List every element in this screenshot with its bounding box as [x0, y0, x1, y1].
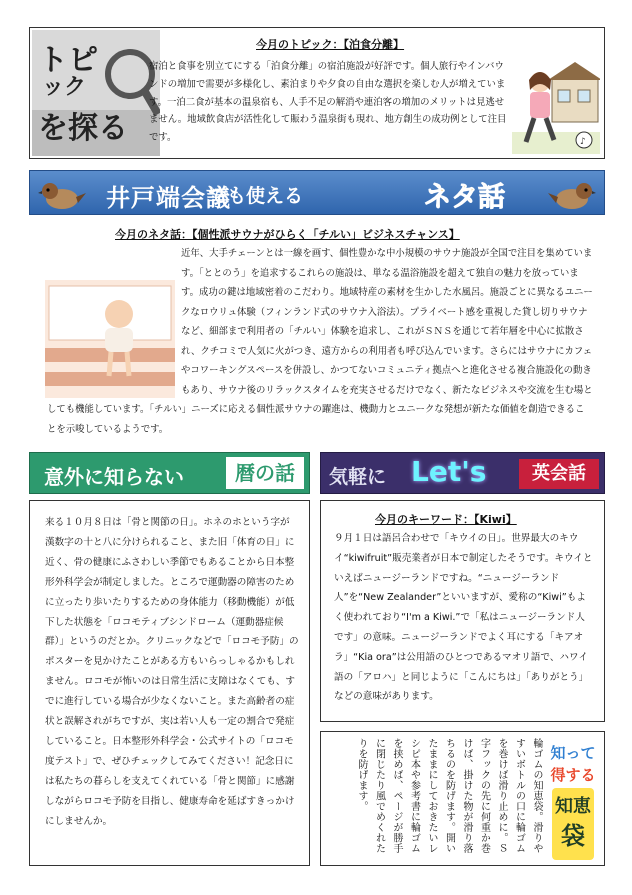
svg-text:知って: 知って	[550, 744, 596, 762]
neta-banner-main: 井戸端会議	[106, 184, 231, 212]
chie-logo-image	[548, 736, 598, 864]
neta-section	[29, 222, 605, 444]
neta-banner-accent: ネタ話	[424, 182, 505, 213]
english-section	[320, 500, 605, 722]
topic-logo-image	[32, 30, 160, 156]
woman-walking-illustration	[512, 58, 600, 154]
svg-text:袋: 袋	[561, 822, 585, 850]
koyomi-section	[29, 500, 310, 866]
english-banner	[320, 452, 605, 494]
koyomi-banner-accent: 暦の話	[226, 457, 304, 489]
chie-section	[320, 731, 605, 866]
neta-banner	[29, 170, 605, 215]
sauna-illustration	[45, 280, 175, 398]
svg-text:♪: ♪	[580, 137, 586, 147]
svg-text:ック: ック	[42, 75, 87, 100]
english-body: ９月１日は語呂合わせで「キウイの日」。世界最大のキウイ“kiwifruit”販売業者が日本で制定したそうです。キウイといえばニュージーランドですね。“ニュージーランド人”を“New Zealander”といいますが、愛称の“Kiwi”もよく使われており“I'm a Kiwi.”で「私はニュージーランド人です」の意味。ニュージーランドでよく耳にする「キアオラ」“Kia ora”は公用語のひとつであるマオリ語で、ハワイ語の「アロハ」と同じように「こんにちは」「ありがとう」などの意味があります。	[334, 533, 593, 703]
sparrow-icon	[38, 175, 86, 213]
neta-banner-sub: でも使える	[208, 185, 304, 207]
english-banner-main: 気軽に	[329, 466, 387, 488]
svg-text:トピ: トピ	[38, 43, 98, 78]
koyomi-banner-main: 意外に知らない	[44, 465, 184, 489]
svg-text:得する: 得する	[550, 766, 596, 784]
sparrow-icon	[548, 175, 596, 213]
koyomi-body: 来る１０月８日は「骨と関節の日」。ホネのホという字が漢数字の十と八に分けられること、また旧「体育の日」に近く、骨の健康にふさわしい季節でもあることから日本整形外科学会が制定しました。ところで運動器の障害のために立ったり歩いたりするための身体能力（移動機能）が低下した状態を「ロコモティブシンドローム（運動器症候群）」というのだとか。クリニックなどで「ロコモ予防」のポスターを見かけたことがある方もいらっしゃるかもしれません。ロコモが怖いのは日常生活に支障はなくても、すでに進行している場合が少なくないこと。また高齢者の症状と誤解されがちですが、実は若い人も一定の割合で発症していること。日本整形外科学会・公式サイトの「ロコモ度テスト」で、ぜひチェックしてみてください！記念日には私たちの暮らしを支えてくれている「骨と関節」に感謝しながらロコモ予防を目指し、健康寿命を延ばすきっかけにしませんか。	[45, 517, 299, 827]
neta-title: 今月のネタ話：【個性派サウナがひらく「チルい」ビジネスチャンス】	[115, 228, 460, 241]
koyomi-banner	[29, 452, 310, 494]
svg-text:を探る: を探る	[38, 111, 128, 146]
neta-body-wrap	[47, 244, 593, 439]
english-banner-accent: 英会話	[519, 459, 599, 489]
english-title: 今月のキーワード：【Kiwi】	[375, 513, 517, 526]
topic-title: 今月のトピック：【泊食分離】	[256, 38, 405, 51]
english-banner-neon: Let's	[411, 455, 487, 488]
neta-body: 近年、大手チェーンとは一線を画す、個性豊かな中小規模のサウナ施設が全国で注目を集めています。「ととのう」を追求するこれらの施設は、単なる温浴施設を超えて独自の魅力を放っています。成功の鍵は地域密着のこだわり。地域特産の素材を生かした水風呂。施設ごとに異なるユニークなロウリュ体験（フィンランド式のサウナ入浴法）。プライベート感を重視した貸し切りサウナなど、細部まで利用者の「チルい」体験を追求し、これがＳＮＳを通じて若年層を中心に拡散され、クチコミで人気に火がつき、遠方からの利用者も呼び込んでいます。さらにはサウナにカフェやコワーキングスペースを併設し、かつてないコミュニティ拠点へと進化させる複合施設化の動きもあり、サウナ後のリラックスタイムを充実させるだけでなく、新たなビジネスや交流を生む場としても機能しています。「チルい」ニーズに応える個性派サウナの躍進は、機動力とユニークな発想が新たな価値を創造できることを示唆しているようです。	[47, 248, 593, 435]
chie-body: 輪ゴムの知恵袋。滑りやすいボトルの口に輪ゴムを巻けば滑り止めに。Ｓ字フックの先に何重か巻けば、掛けた物が滑り落ちるのを防げます。開いたままにしておきたいレシピ本や参考書に輪ゴムを挟めば、ページが勝手に閉じたり風でめくれたりを防げます。	[356, 738, 542, 854]
topic-section	[29, 27, 605, 159]
topic-body: 宿泊と食事を別立てにする「泊食分離」の宿泊施設が好評です。個人旅行やインバウンドの増加で需要が多様化し、素泊まりや夕食の自由な選択を楽しむ人が増えています。一泊二食が基本の温泉宿も、人手不足の解消や連泊客の増加のメリットは見逃せません。地域飲食店が活性化して賑わう温泉街も現れ、地方創生の成功例として注目です。	[149, 61, 507, 144]
svg-text:知恵: 知恵	[555, 796, 591, 817]
